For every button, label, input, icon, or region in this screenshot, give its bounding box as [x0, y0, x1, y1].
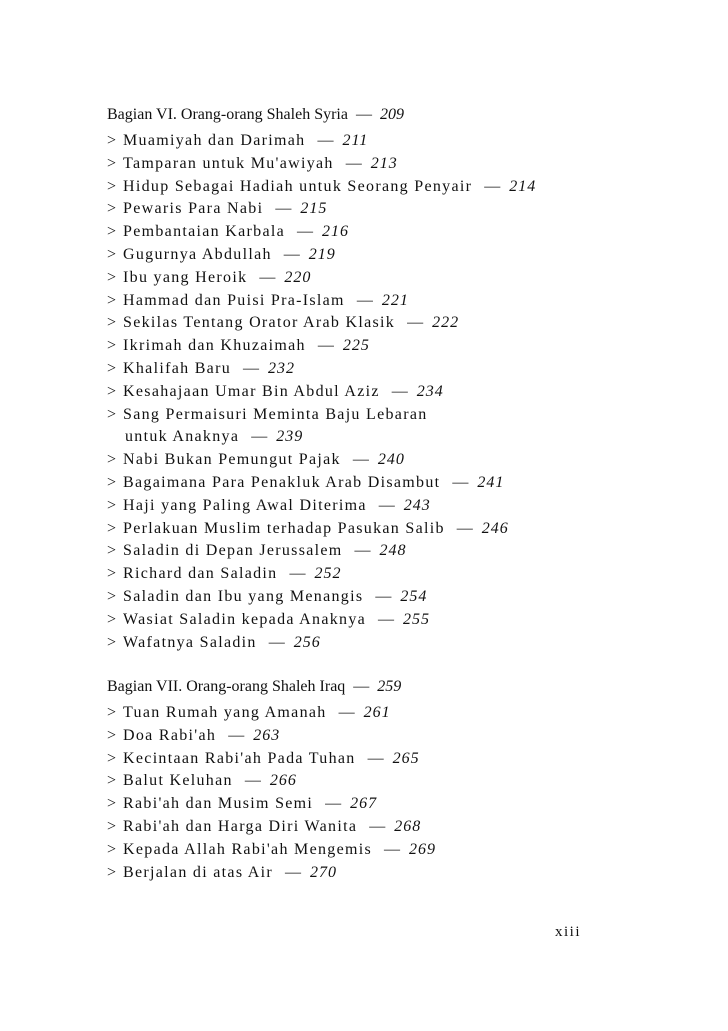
toc-entry-page: 221	[381, 291, 409, 309]
toc-entry-page: 263	[253, 726, 281, 744]
bullet-marker: >	[107, 200, 117, 218]
toc-entry-page: 270	[310, 863, 337, 881]
toc-entry-title: Ibu yang Heroik	[123, 268, 248, 286]
toc-section-vii	[107, 676, 707, 884]
toc-entry-page: 269	[409, 840, 437, 858]
toc-entry-title: Rabi'ah dan Musim Semi	[123, 795, 314, 813]
separator-dash: —	[338, 704, 355, 721]
bullet-marker: >	[107, 840, 117, 858]
toc-entry-title: Saladin di Depan Jerussalem	[123, 542, 343, 560]
toc-entry-title: Saladin dan Ibu yang Menangis	[123, 587, 364, 605]
bullet-marker: >	[107, 610, 117, 628]
toc-entry-title: Rabi'ah dan Harga Diri Wanita	[123, 817, 358, 835]
bullet-marker: >	[107, 359, 117, 377]
toc-entry	[107, 495, 707, 518]
toc-entry-page: 214	[509, 177, 537, 195]
separator-dash: —	[407, 314, 424, 332]
section-heading-title: Bagian VI. Orang-orang Shaleh Syria	[107, 106, 348, 123]
toc-entry	[107, 702, 707, 725]
toc-entry-title: Hammad dan Puisi Pra-Islam	[123, 291, 345, 309]
bullet-marker: >	[107, 519, 117, 537]
page-number: xiii	[555, 924, 582, 940]
toc-entry-title: Wasiat Saladin kepada Anaknya	[123, 610, 367, 628]
toc-entry-continuation	[107, 426, 707, 449]
toc-entry	[107, 609, 707, 632]
section-heading	[107, 676, 707, 698]
toc-entry-page: 240	[377, 451, 405, 469]
toc-entry-title: Sekilas Tentang Orator Arab Klasik	[123, 314, 396, 332]
bullet-marker: >	[107, 633, 117, 651]
separator-dash: —	[283, 245, 300, 263]
toc-entry	[107, 472, 707, 495]
toc-entry-title: Khalifah Baru	[123, 359, 232, 377]
separator-dash: —	[452, 473, 469, 491]
toc-entry-title: Tuan Rumah yang Amanah	[123, 704, 327, 721]
separator-dash: —	[268, 633, 285, 651]
toc-entry-title: Kecintaan Rabi'ah Pada Tuhan	[123, 749, 356, 767]
toc-list	[107, 702, 707, 884]
toc-entry-page: 261	[363, 704, 391, 721]
toc-entry	[107, 563, 707, 586]
toc-entry-page: 243	[403, 496, 431, 514]
bullet-marker: >	[107, 726, 117, 744]
bullet-marker: >	[107, 496, 117, 514]
toc-entry-page: 256	[293, 633, 321, 651]
bullet-marker: >	[107, 473, 117, 491]
toc-entry-page: 241	[477, 473, 505, 491]
separator-dash: —	[345, 154, 362, 172]
bullet-marker: >	[107, 704, 117, 721]
toc-entry-page: 216	[322, 223, 350, 241]
toc-entry-title: Richard dan Saladin	[123, 565, 278, 583]
toc-entry	[107, 862, 707, 885]
toc-entry-title: Hidup Sebagai Hadiah untuk Seorang Penyair	[123, 177, 473, 195]
separator-dash: —	[243, 359, 260, 377]
bullet-marker: >	[107, 245, 117, 263]
toc-entry	[107, 312, 707, 335]
toc-entry-page: 222	[432, 314, 460, 332]
toc-entry-page: 268	[394, 817, 422, 835]
bullet-marker: >	[107, 291, 117, 309]
toc-entry-continuation-text: untuk Anaknya	[125, 428, 240, 446]
toc-entry-page: 255	[403, 610, 431, 628]
separator-dash: —	[367, 749, 384, 767]
toc-entry	[107, 267, 707, 290]
toc-entry-title: Ikrimah dan Khuzaimah	[123, 337, 306, 355]
bullet-marker: >	[107, 337, 117, 355]
toc-entry	[107, 518, 707, 541]
toc-list	[107, 130, 707, 654]
separator-dash: —	[317, 132, 334, 149]
separator-dash: —	[289, 565, 306, 583]
separator-dash: —	[356, 291, 373, 309]
toc-entry-page: 265	[392, 749, 420, 767]
bullet-marker: >	[107, 587, 117, 605]
toc-entry-title: Tamparan untuk Mu'awiyah	[123, 154, 334, 172]
toc-entry-title: Doa Rabi'ah	[123, 726, 217, 744]
toc-section-vi	[107, 104, 707, 654]
toc-entry-page: 239	[276, 428, 304, 446]
toc-entry	[107, 748, 707, 771]
toc-entry-page: 248	[379, 542, 407, 560]
toc-entry	[107, 816, 707, 839]
separator-dash: —	[354, 542, 371, 560]
toc-entry	[107, 381, 707, 404]
bullet-marker: >	[107, 382, 117, 400]
toc-entry-title: Berjalan di atas Air	[123, 863, 273, 881]
toc-entry-title: Pewaris Para Nabi	[123, 200, 264, 218]
separator-dash: —	[353, 678, 370, 695]
separator-dash: —	[391, 382, 408, 400]
separator-dash: —	[228, 726, 245, 744]
toc-entry	[107, 725, 707, 748]
toc-entry	[107, 770, 707, 793]
bullet-marker: >	[107, 795, 117, 813]
bullet-marker: >	[107, 177, 117, 195]
toc-entry	[107, 244, 707, 267]
separator-dash: —	[325, 795, 342, 813]
separator-dash: —	[484, 177, 501, 195]
bullet-marker: >	[107, 772, 117, 790]
toc-entry-title: Perlakuan Muslim terhadap Pasukan Salib	[123, 519, 445, 537]
toc-entry-title: Kesahajaan Umar Bin Abdul Aziz	[123, 382, 380, 400]
separator-dash: —	[244, 772, 261, 790]
section-heading-page: 209	[379, 106, 404, 123]
bullet-marker: >	[107, 451, 117, 469]
separator-dash: —	[259, 268, 276, 286]
toc-entry-page: 234	[416, 382, 444, 400]
toc-entry	[107, 176, 707, 199]
toc-entry-page: 215	[300, 200, 328, 218]
bullet-marker: >	[107, 863, 117, 881]
toc-entry-title: Sang Permaisuri Meminta Baju Lebaran	[123, 405, 428, 423]
toc-entry	[107, 586, 707, 609]
toc-entry-page: 254	[400, 587, 428, 605]
toc-entry	[107, 358, 707, 381]
bullet-marker: >	[107, 154, 117, 172]
toc-entry-page: 246	[481, 519, 509, 537]
toc-entry	[107, 404, 707, 450]
section-heading	[107, 104, 707, 126]
separator-dash: —	[384, 840, 401, 858]
separator-dash: —	[375, 587, 392, 605]
separator-dash: —	[352, 451, 369, 469]
toc-entry	[107, 290, 707, 313]
toc-entry	[107, 153, 707, 176]
toc-entry	[107, 335, 707, 358]
toc-entry-page: 211	[342, 132, 369, 149]
toc-entry-title: Balut Keluhan	[123, 772, 233, 790]
separator-dash: —	[251, 428, 268, 446]
separator-dash: —	[275, 200, 292, 218]
toc-entry-page: 266	[269, 772, 297, 790]
toc-entry-page: 225	[342, 337, 370, 355]
bullet-marker: >	[107, 314, 117, 332]
toc-entry-page: 232	[268, 359, 296, 377]
bullet-marker: >	[107, 223, 117, 241]
separator-dash: —	[317, 337, 334, 355]
toc-entry-title: Wafatnya Saladin	[123, 633, 257, 651]
bullet-marker: >	[107, 268, 117, 286]
toc-entry-title: Haji yang Paling Awal Diterima	[123, 496, 367, 514]
toc-entry	[107, 198, 707, 221]
toc-entry-page: 220	[284, 268, 312, 286]
separator-dash: —	[378, 496, 395, 514]
separator-dash: —	[369, 817, 386, 835]
toc-entry	[107, 221, 707, 244]
toc-entry	[107, 449, 707, 472]
toc-entry	[107, 632, 707, 655]
toc-entry-title: Nabi Bukan Pemungut Pajak	[123, 451, 341, 469]
toc-entry	[107, 540, 707, 563]
section-heading-title: Bagian VII. Orang-orang Shaleh Iraq	[107, 678, 346, 695]
bullet-marker: >	[107, 749, 117, 767]
toc-entry	[107, 793, 707, 816]
bullet-marker: >	[107, 405, 117, 423]
toc-entry-title: Gugurnya Abdullah	[123, 245, 272, 263]
bullet-marker: >	[107, 817, 117, 835]
toc-entry-page: 252	[314, 565, 342, 583]
bullet-marker: >	[107, 542, 117, 560]
toc-entry-page: 267	[350, 795, 378, 813]
bullet-marker: >	[107, 565, 117, 583]
separator-dash: —	[297, 223, 314, 241]
separator-dash: —	[456, 519, 473, 537]
toc-entry-page: 219	[308, 245, 336, 263]
toc-entry-title: Muamiyah dan Darimah	[123, 132, 306, 149]
toc-entry	[107, 130, 707, 153]
toc-entry-title: Kepada Allah Rabi'ah Mengemis	[123, 840, 373, 858]
separator-dash: —	[285, 863, 301, 881]
toc-entry-page: 213	[370, 154, 398, 172]
separator-dash: —	[378, 610, 395, 628]
toc-entry-title: Pembantaian Karbala	[123, 223, 286, 241]
separator-dash: —	[355, 106, 372, 123]
toc-entry	[107, 839, 707, 862]
toc-entry-title: Bagaimana Para Penakluk Arab Disambut	[123, 473, 441, 491]
bullet-marker: >	[107, 132, 117, 149]
section-heading-page: 259	[377, 678, 402, 695]
